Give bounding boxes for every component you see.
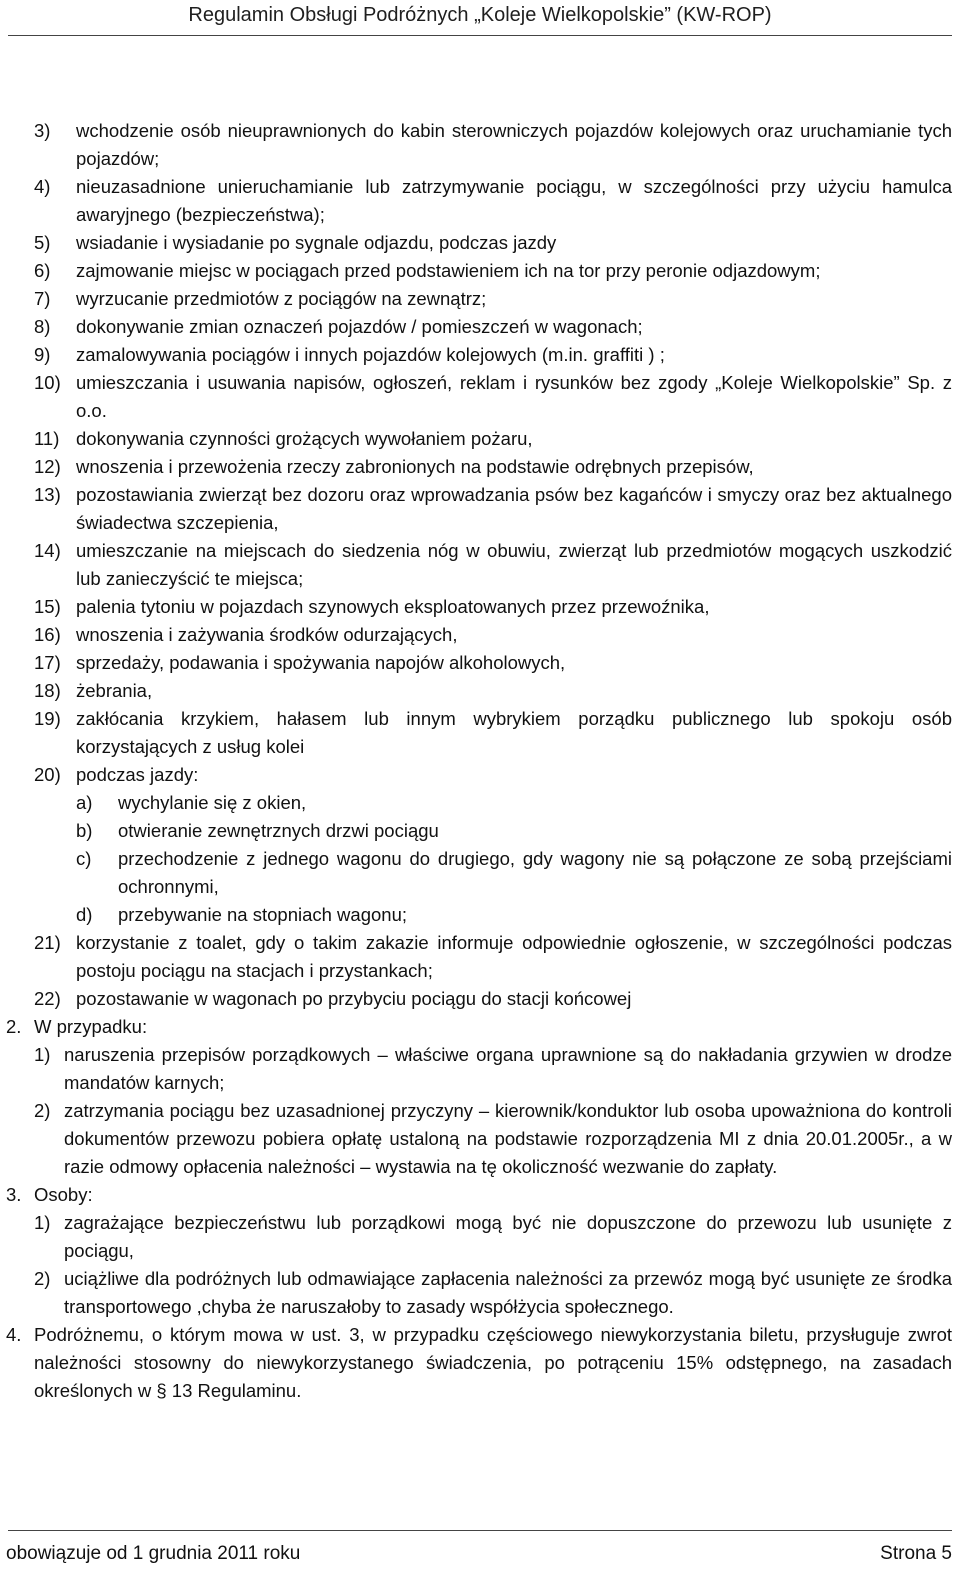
item-number: 4) — [34, 176, 51, 197]
item-text: pozostawanie w wagonach po przybyciu pociągu do stacji końcowej — [76, 988, 632, 1009]
prohibitions-list — [0, 117, 960, 789]
item-number: 19) — [34, 708, 61, 729]
list-item — [0, 257, 960, 285]
item-number: 12) — [34, 456, 61, 477]
item-text: przebywanie na stopniach wagonu; — [118, 904, 407, 925]
section-text: Podróżnemu, o którym mowa w ust. 3, w przypadku częściowego niewykorzystania biletu, przysługuje zwrot należności stosowny do niewykorzystanego świadczenia, po potrąceniu 15% odstępnego, na zasadach określonych w § 13 Regulaminu. — [34, 1324, 952, 1401]
item-number: 17) — [34, 652, 61, 673]
item-number: 9) — [34, 344, 51, 365]
header-divider — [8, 35, 952, 36]
list-item — [0, 621, 960, 649]
item-number: 20) — [34, 764, 61, 785]
document-title: Regulamin Obsługi Podróżnych „Koleje Wielkopolskie” (KW-ROP) — [188, 4, 772, 26]
item-text: umieszczanie na miejscach do siedzenia nóg w obuwiu, zwierząt lub przedmiotów mogących uszkodzić lub zanieczyścić te miejsca; — [76, 540, 952, 589]
item-number: 2) — [34, 1268, 51, 1289]
sub-list-item — [0, 789, 960, 817]
list-item — [0, 1041, 960, 1097]
item-text: nieuzasadnione unieruchamianie lub zatrzymywanie pociągu, w szczególności przy użyciu hamulca awaryjnego (bezpieczeństwa); — [76, 176, 952, 225]
item-number: c) — [76, 848, 92, 869]
document-body — [0, 117, 960, 1405]
item-number: 1) — [34, 1212, 51, 1233]
item-number: 15) — [34, 596, 61, 617]
list-item — [0, 705, 960, 761]
item-number: 21) — [34, 932, 61, 953]
item-text: zatrzymania pociągu bez uzasadnionej przyczyny – kierownik/konduktor lub osoba upoważniona do kontroli dokumentów przewozu pobiera opłatę ustaloną na podstawie rozporządzenia MI z dnia 20.01.2005r., a w razie odmowy opłacenia należności – wystawia na tę okoliczność wezwanie do zapłaty. — [64, 1100, 952, 1177]
list-item — [0, 677, 960, 705]
list-item — [0, 313, 960, 341]
section-3-list — [0, 1209, 960, 1321]
sub-list-item — [0, 845, 960, 901]
item-number: 11) — [34, 428, 60, 449]
footer-divider — [8, 1530, 952, 1531]
item-text: umieszczania i usuwania napisów, ogłoszeń, reklam i rysunków bez zgody „Koleje Wielkopolskie” Sp. z o.o. — [76, 372, 952, 421]
section-number: 4. — [6, 1324, 22, 1345]
item-text: zagrażające bezpieczeństwu lub porządkowi mogą być nie dopuszczone do przewozu lub usunięte z pociągu, — [64, 1212, 952, 1261]
item-number: 6) — [34, 260, 51, 281]
item-number: b) — [76, 820, 93, 841]
item-text: wnoszenia i zażywania środków odurzających, — [76, 624, 458, 645]
item-text: podczas jazdy: — [76, 764, 199, 785]
list-item — [0, 229, 960, 257]
item-number: 16) — [34, 624, 61, 645]
section-4-paragraph — [0, 1321, 960, 1405]
item-number: 1) — [34, 1044, 51, 1065]
list-item — [0, 453, 960, 481]
during-travel-list — [0, 789, 960, 929]
section-number: 2. — [6, 1016, 22, 1037]
section-2-heading — [0, 1013, 960, 1041]
item-text: zamalowywania pociągów i innych pojazdów kolejowych (m.in. graffiti ) ; — [76, 344, 665, 365]
item-text: dokonywania czynności grożących wywołaniem pożaru, — [76, 428, 533, 449]
prohibitions-end-list — [0, 929, 960, 1013]
item-text: pozostawiania zwierząt bez dozoru oraz wprowadzania psów bez kagańców i smyczy oraz bez aktualnego świadectwa szczepienia, — [76, 484, 952, 533]
item-number: a) — [76, 792, 93, 813]
item-text: wyrzucanie przedmiotów z pociągów na zewnątrz; — [76, 288, 487, 309]
item-text: żebrania, — [76, 680, 153, 701]
page-footer — [0, 1540, 960, 1570]
item-number: 2) — [34, 1100, 51, 1121]
section-title: W przypadku: — [34, 1016, 148, 1037]
item-text: wychylanie się z okien, — [118, 792, 307, 813]
list-item — [0, 537, 960, 593]
item-text: wnoszenia i przewożenia rzeczy zabronionych na podstawie odrębnych przepisów, — [76, 456, 754, 477]
item-text: otwieranie zewnętrznych drzwi pociągu — [118, 820, 439, 841]
item-number: 22) — [34, 988, 61, 1009]
item-text: naruszenia przepisów porządkowych – właściwe organa uprawnione są do nakładania grzywien w drodze mandatów karnych; — [64, 1044, 952, 1093]
item-number: 7) — [34, 288, 51, 309]
list-item — [0, 929, 960, 985]
page-header — [0, 0, 960, 36]
section-3-heading — [0, 1181, 960, 1209]
item-number: d) — [76, 904, 93, 925]
section-title: Osoby: — [34, 1184, 93, 1205]
list-item — [0, 1209, 960, 1265]
list-item — [0, 1265, 960, 1321]
item-text: korzystanie z toalet, gdy o takim zakazie informuje odpowiednie ogłoszenie, w szczególności podczas postoju pociągu na stacjach i przystankach; — [76, 932, 952, 981]
item-number: 18) — [34, 680, 61, 701]
effective-date: obowiązuje od 1 grudnia 2011 roku — [6, 1543, 301, 1564]
list-item — [0, 425, 960, 453]
page-number: Strona 5 — [880, 1543, 952, 1564]
sub-list-item — [0, 901, 960, 929]
list-item — [0, 285, 960, 313]
item-text: wchodzenie osób nieuprawnionych do kabin sterowniczych pojazdów kolejowych oraz uruchamianie tych pojazdów; — [76, 120, 952, 169]
item-text: uciążliwe dla podróżnych lub odmawiające zapłacenia należności za przewóz mogą być usunięte ze środka transportowego ,chyba że naruszałoby to zasady współżycia społecznego. — [64, 1268, 952, 1317]
item-number: 8) — [34, 316, 51, 337]
item-text: zajmowanie miejsc w pociągach przed podstawieniem ich na tor przy peronie odjazdowym; — [76, 260, 821, 281]
list-item — [0, 481, 960, 537]
list-item — [0, 369, 960, 425]
list-item — [0, 117, 960, 173]
list-item — [0, 593, 960, 621]
item-text: palenia tytoniu w pojazdach szynowych eksploatowanych przez przewoźnika, — [76, 596, 710, 617]
item-text: dokonywanie zmian oznaczeń pojazdów / pomieszczeń w wagonach; — [76, 316, 643, 337]
item-number: 10) — [34, 372, 61, 393]
item-text: przechodzenie z jednego wagonu do drugiego, gdy wagony nie są połączone ze sobą przejściami ochronnymi, — [118, 848, 952, 897]
item-text: zakłócania krzykiem, hałasem lub innym wybrykiem porządku publicznego lub spokoju osób korzystających z usług kolei — [76, 708, 952, 757]
sub-list-item — [0, 817, 960, 845]
item-number: 13) — [34, 484, 61, 505]
item-number: 3) — [34, 120, 51, 141]
item-number: 5) — [34, 232, 51, 253]
list-item — [0, 761, 960, 789]
item-text: sprzedaży, podawania i spożywania napojów alkoholowych, — [76, 652, 566, 673]
section-2-list — [0, 1041, 960, 1181]
item-number: 14) — [34, 540, 61, 561]
list-item — [0, 173, 960, 229]
item-text: wsiadanie i wysiadanie po sygnale odjazdu, podczas jazdy — [76, 232, 557, 253]
list-item — [0, 1097, 960, 1181]
list-item — [0, 341, 960, 369]
section-number: 3. — [6, 1184, 22, 1205]
list-item — [0, 985, 960, 1013]
list-item — [0, 649, 960, 677]
